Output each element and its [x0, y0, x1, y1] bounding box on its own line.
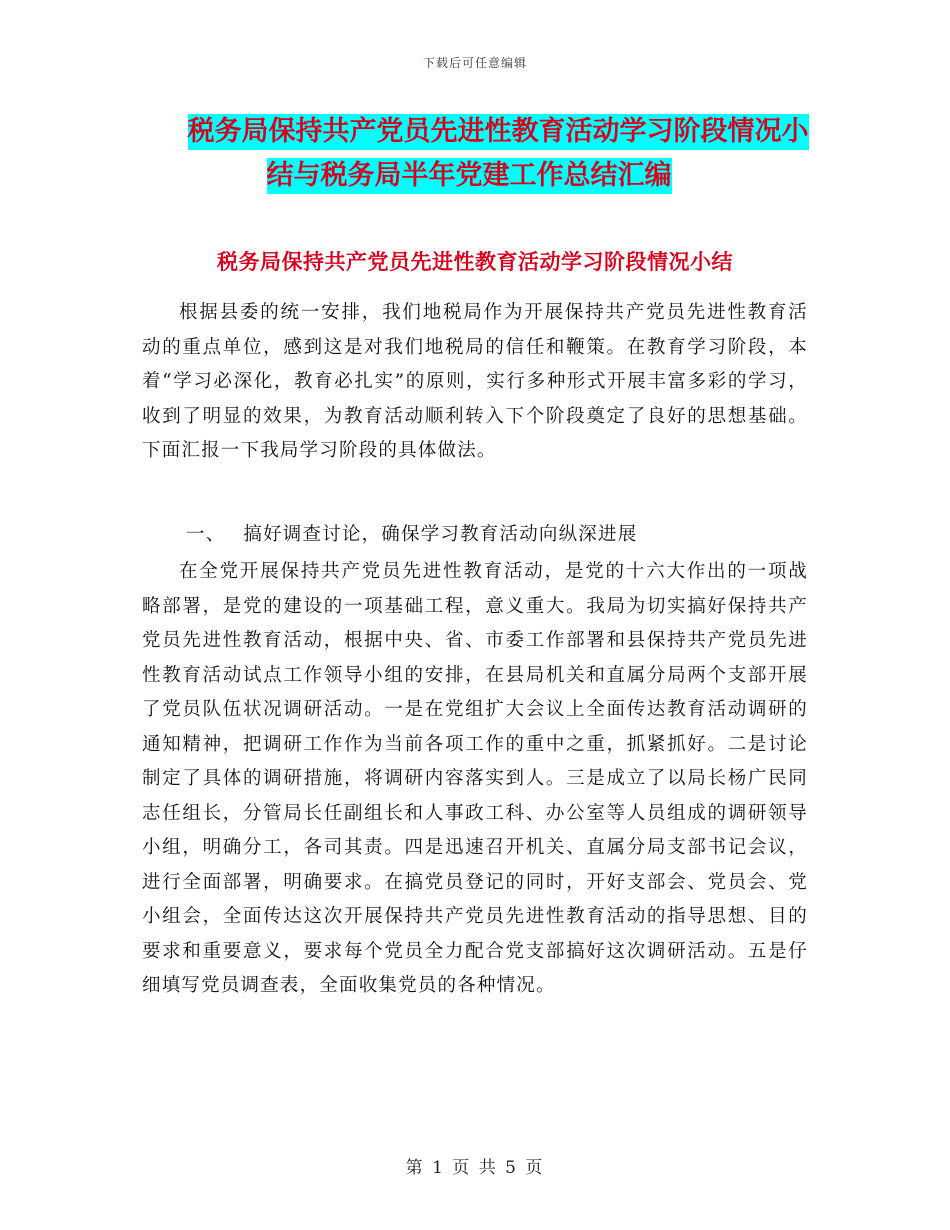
paragraph-text: 根据县委的统一安排，我们地税局作为开展保持共产党员先进性教育活动的重点单位，感到这是对我们地税局的信任和鞭策。在教育学习阶段，本着“学习必深化，教育必扎实”的原则，实行多种形式开展丰富多彩的学习，收到了明显的效果，为教育活动顺利转入下个阶段奠定了良好的思想基础。下面汇报一下我局学习阶段的具体做法。 [142, 302, 808, 461]
paragraph-text: 在全党开展保持共产党员先进性教育活动，是党的十六大作出的一项战略部署，是党的建设的一项基础工程，意义重大。我局为切实搞好保持共产党员先进性教育活动，根据中央、省、市委工作部署和县保持共产党员先进性教育活动试点工作领导小组的安排，在县局机关和直属分局两个支部开展了党员队伍状况调研活动。一是在党组扩大会议上全面传达教育活动调研的通知精神，把调研工作作为当前各项工作的重中之重，抓紧抓好。二是讨论制定了具体的调研措施，将调研内容落实到人。三是成立了以局长杨广民同志任组长，分管局长任副组长和人事政工科、办公室等人员组成的调研领导小组，明确分工，各司其责。四是迅速召开机关、直属分局支部书记会议，进行全面部署，明确要求。在搞党员登记的同时，开好支部会、党员会、党小组会，全面传达这次开展保持共产党员先进性教育活动的指导思想、目的要求和重要意义，要求每个党员全力配合党支部搞好这次调研活动。五是仔细填写党员调查表，全面收集党员的各种情况。 [142, 561, 808, 996]
document-title [0, 110, 950, 198]
body-paragraph-1 [142, 296, 808, 469]
section-title: 税务局保持共产党员先进性教育活动学习阶段情况小结 [217, 249, 733, 274]
section-number: 一、 [186, 524, 226, 545]
title-line-1-text: 税务局保持共产党员先进性教育活动学习阶段情况小 [188, 114, 809, 150]
body-paragraph-2 [142, 555, 808, 1004]
section-heading [186, 520, 637, 546]
header-note: 下载后可任意编辑 [422, 56, 527, 70]
page-footer: 第 1 页 共 5 页 [405, 1158, 545, 1178]
section-heading-text: 搞好调查讨论，确保学习教育活动向纵深进展 [243, 524, 638, 545]
title-line-2-text: 结与税务局半年党建工作总结汇编 [267, 158, 672, 194]
title-line-2 [0, 154, 950, 198]
title-line-1 [46, 110, 950, 154]
